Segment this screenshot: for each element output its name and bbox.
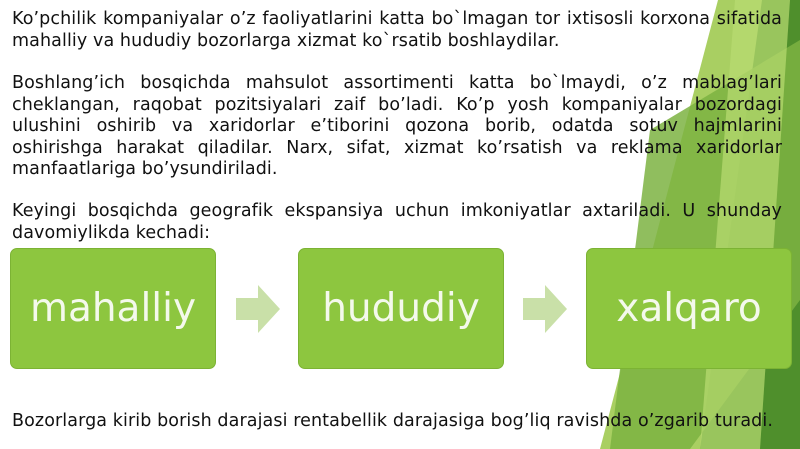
right-arrow-icon <box>523 285 567 333</box>
paragraph-next-stage: Keyingi bosqichda geografik ekspansiya uchun imkoniyatlar axtariladi. U shunday davomiylikda kechadi: <box>12 201 782 243</box>
paragraph-initial-stage: Boshlang’ich bosqichda mahsulot assortimenti katta bo`lmaydi, o’z mablag’lari cheklangan, raqobat pozitsiyalari zaif bo’ladi. Ko’p yosh kompaniyalar bozordagi ulushini oshirib va xaridorlar e’tiborini qozona borib, odatda sotuv hajmlarini oshirishga harakat qiladilar. Narx, sifat, xizmat ko’rsatish va reklama xaridorlar manfaatlariga bo’ysundiriladi. <box>12 73 782 179</box>
step-box-international: xalqaro <box>586 248 792 369</box>
right-arrow-icon <box>236 285 280 333</box>
paragraph-intro: Ko’pchilik kompaniyalar o’z faoliyatlarini katta bo`lmagan tor ixtisosli korxona sifatida mahalliy va hududiy bozorlarga xizmat ko`rsatib boshlaydilar. <box>12 9 782 51</box>
paragraph-conclusion: Bozorlarga kirib borish darajasi rentabellik darajasiga bog’liq ravishda o’zgarib turadi. <box>12 411 773 431</box>
step-box-regional: hududiy <box>298 248 504 369</box>
step-box-local: mahalliy <box>10 248 216 369</box>
